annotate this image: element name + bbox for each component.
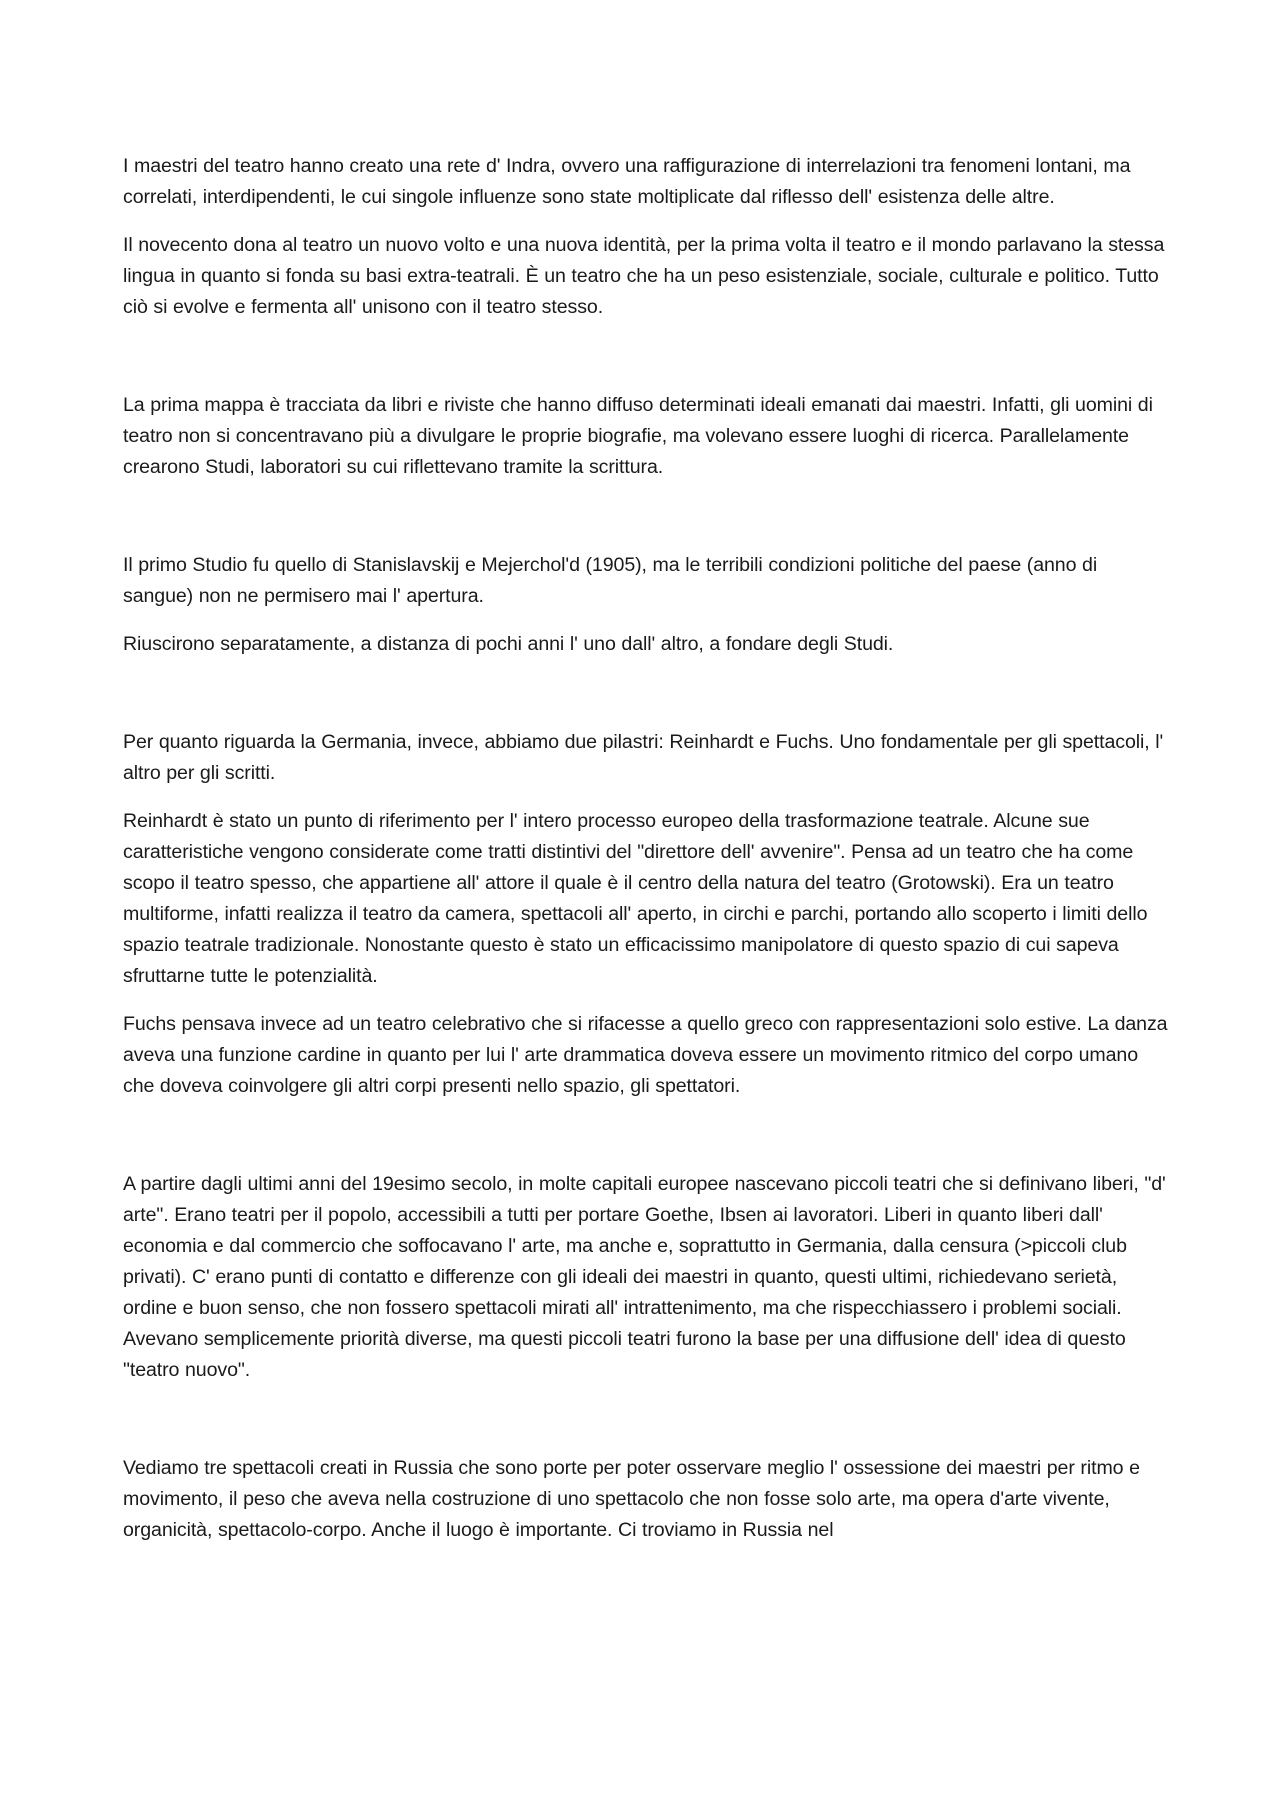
paragraph-spettacoli-russia: Vediamo tre spettacoli creati in Russia che sono porte per poter osservare meglio l' ossessione dei maestri per ritmo e movimento, il peso che aveva nella costruzione di uno spettacolo che non fosse solo arte, ma opera d'arte vivente, organicità, spettacolo-corpo. Anche il luogo è importante. Ci troviamo in Russia nel <box>123 1457 1140 1541</box>
paragraph-indra-network: I maestri del teatro hanno creato una rete d' Indra, ovvero una raffigurazione di interrelazioni tra fenomeni lontani, ma correlati, interdipendenti, le cui singole influenze sono state moltiplicate dal riflesso dell' esistenza delle altre. <box>123 155 1131 208</box>
paragraph-germania: Per quanto riguarda la Germania, invece, abbiamo due pilastri: Reinhardt e Fuchs. Uno fondamentale per gli spettacoli, l' altro per gli scritti. <box>123 731 1164 784</box>
paragraph-teatri-liberi: A partire dagli ultimi anni del 19esimo secolo, in molte capitali europee nascevano piccoli teatri che si definivano liberi, "d' arte". Erano teatri per il popolo, accessibili a tutti per portare Goethe, Ibsen ai lavoratori. Liberi in quanto liberi dall' economia e dal commercio che soffocavano l' arte, ma anche e, soprattutto in Germania, dalla censura (>piccoli club privati). C' erano punti di contatto e differenze con gli ideali dei maestri in quanto, questi ultimi, richiedevano serietà, ordine e buon senso, che non fossero spettacoli mirati all' intrattenimento, ma che rispecchiassero i problemi sociali. Avevano semplicemente priorità diverse, ma questi piccoli teatri furono la base per una diffusione dell' idea di questo "teatro nuovo". <box>123 1173 1166 1381</box>
paragraph-fuchs: Fuchs pensava invece ad un teatro celebrativo che si rifacesse a quello greco con rappresentazioni solo estive. La danza aveva una funzione cardine in quanto per lui l' arte drammatica doveva essere un movimento ritmico del corpo umano che doveva coinvolgere gli altri corpi presenti nello spazio, gli spettatori. <box>123 1013 1168 1097</box>
paragraph-novecento: Il novecento dona al teatro un nuovo volto e una nuova identità, per la prima volta il teatro e il mondo parlavano la stessa lingua in quanto si fonda su basi extra-teatrali. È un teatro che ha un peso esistenziale, sociale, culturale e politico. Tutto ciò si evolve e fermenta all' unisono con il teatro stesso. <box>123 234 1165 318</box>
paragraph-riuscirono: Riuscirono separatamente, a distanza di pochi anni l' uno dall' altro, a fondare degli Studi. <box>123 633 894 655</box>
paragraph-reinhardt: Reinhardt è stato un punto di riferimento per l' intero processo europeo della trasformazione teatrale. Alcune sue caratteristiche vengono considerate come tratti distintivi del "direttore dell' avvenire". Pensa ad un teatro che ha come scopo il teatro spesso, che appartiene all' attore il quale è il centro della natura del teatro (Grotowski). Era un teatro multiforme, infatti realizza il teatro da camera, spettacoli all' aperto, in circhi e parchi, portando allo scoperto i limiti dello spazio teatrale tradizionale. Nonostante questo è stato un efficacissimo manipolatore di questo spazio di cui sapeva sfruttarne tutte le potenzialità. <box>123 810 1148 987</box>
paragraph-primo-studio: Il primo Studio fu quello di Stanislavskij e Mejerchol'd (1905), ma le terribili condizioni politiche del paese (anno di sangue) non ne permisero mai l' apertura. <box>123 554 1098 607</box>
paragraph-prima-mappa: La prima mappa è tracciata da libri e riviste che hanno diffuso determinati ideali emanati dai maestri. Infatti, gli uomini di teatro non si concentravano più a divulgare le proprie biografie, ma volevano essere luoghi di ricerca. Parallelamente crearono Studi, laboratori su cui riflettevano tramite la scrittura. <box>123 394 1153 478</box>
document-page <box>123 151 1168 1546</box>
